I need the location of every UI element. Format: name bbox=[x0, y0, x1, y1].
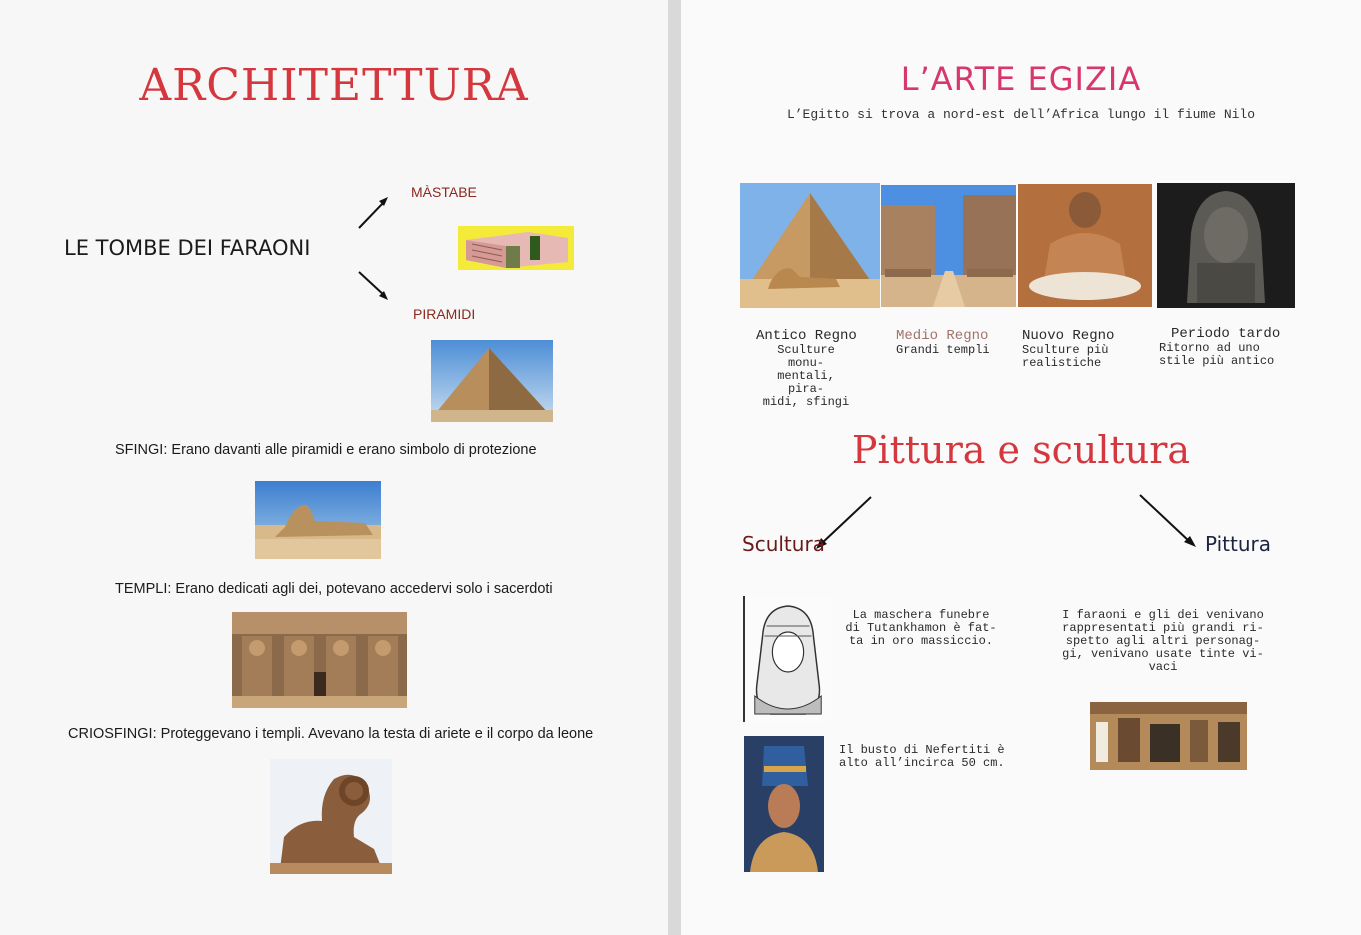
abu-simbel-image bbox=[232, 612, 407, 708]
era-name: Nuovo Regno bbox=[1022, 328, 1115, 344]
era-image-medio bbox=[881, 185, 1016, 307]
pittura-text bbox=[1053, 609, 1273, 674]
era-desc-line: midi, sfingi bbox=[762, 395, 850, 409]
era-nuovo bbox=[1022, 328, 1152, 370]
nefertiti-text bbox=[839, 744, 1039, 770]
arrow-down-right-icon bbox=[1136, 492, 1202, 552]
era-desc-line: realistiche bbox=[1022, 356, 1102, 370]
era-image-antico bbox=[740, 183, 880, 308]
text-line: ta in oro massiccio. bbox=[848, 634, 994, 648]
egyptian-painting-image bbox=[1090, 702, 1247, 770]
sfingi-caption: SFINGI: Erano davanti alle piramidi e erano simbolo di protezione bbox=[115, 442, 537, 458]
pyramid-image bbox=[431, 340, 553, 422]
pittura-scultura-title: Pittura e scultura bbox=[851, 428, 1191, 472]
tombe-label: LE TOMBE DEI FARAONI bbox=[64, 236, 311, 260]
pittura-label: Pittura bbox=[1205, 532, 1272, 556]
mastabe-label: MÀSTABE bbox=[411, 184, 477, 200]
era-image-nuovo bbox=[1018, 184, 1152, 307]
text-line: rappresentati più grandi ri- bbox=[1062, 621, 1264, 635]
text-line: vaci bbox=[1148, 660, 1178, 674]
era-medio bbox=[896, 328, 1016, 357]
era-desc-line: Sculture più bbox=[1022, 343, 1109, 357]
era-desc-line: stile più antico bbox=[1159, 354, 1275, 368]
arrow-up-right-icon bbox=[355, 192, 395, 232]
left-page bbox=[0, 0, 668, 935]
era-name: Antico Regno bbox=[756, 328, 857, 344]
scultura-label: Scultura bbox=[742, 532, 825, 556]
arrow-down-right-icon bbox=[355, 268, 395, 308]
era-name: Medio Regno bbox=[896, 328, 989, 344]
text-line: di Tutankhamon è fat- bbox=[845, 621, 997, 635]
era-name: Periodo tardo bbox=[1171, 326, 1281, 342]
text-line: gi, venivano usate tinte vi- bbox=[1062, 647, 1264, 661]
criosfingi-caption: CRIOSFINGI: Proteggevano i templi. Avevano la testa di ariete e il corpo da leone bbox=[68, 726, 594, 742]
mastaba-image bbox=[458, 226, 574, 270]
text-line: Il busto di Nefertiti è bbox=[839, 743, 1005, 757]
era-desc-line: mentali, pira- bbox=[777, 369, 835, 396]
sphinx-image bbox=[255, 481, 381, 559]
era-desc-line: Ritorno ad uno bbox=[1159, 341, 1260, 355]
era-desc-line: Grandi templi bbox=[896, 343, 990, 357]
nefertiti-image bbox=[744, 736, 824, 872]
era-image-tardo bbox=[1157, 183, 1295, 308]
piramidi-label: PIRAMIDI bbox=[413, 306, 476, 322]
architettura-title: ARCHITETTURA bbox=[139, 60, 529, 111]
text-line: La maschera funebre bbox=[852, 608, 990, 622]
subtitle: L’Egitto si trova a nord-est dell’Africa lungo il fiume Nilo bbox=[786, 107, 1256, 122]
right-page bbox=[681, 0, 1361, 935]
arte-egizia-title: L’ARTE EGIZIA bbox=[900, 60, 1142, 98]
text-line: alto all’incirca 50 cm. bbox=[839, 756, 1005, 770]
tutankhamon-text bbox=[841, 609, 1001, 648]
tutankhamun-image bbox=[743, 596, 831, 722]
era-antico bbox=[756, 328, 886, 409]
templi-caption: TEMPLI: Erano dedicati agli dei, potevano accedervi solo i sacerdoti bbox=[115, 581, 553, 597]
text-line: I faraoni e gli dei venivano bbox=[1062, 608, 1264, 622]
era-tardo bbox=[1159, 326, 1299, 368]
era-desc-line: Sculture monu- bbox=[777, 343, 835, 370]
text-line: spetto agli altri personag- bbox=[1065, 634, 1261, 648]
ram-sphinx-image bbox=[270, 759, 392, 874]
